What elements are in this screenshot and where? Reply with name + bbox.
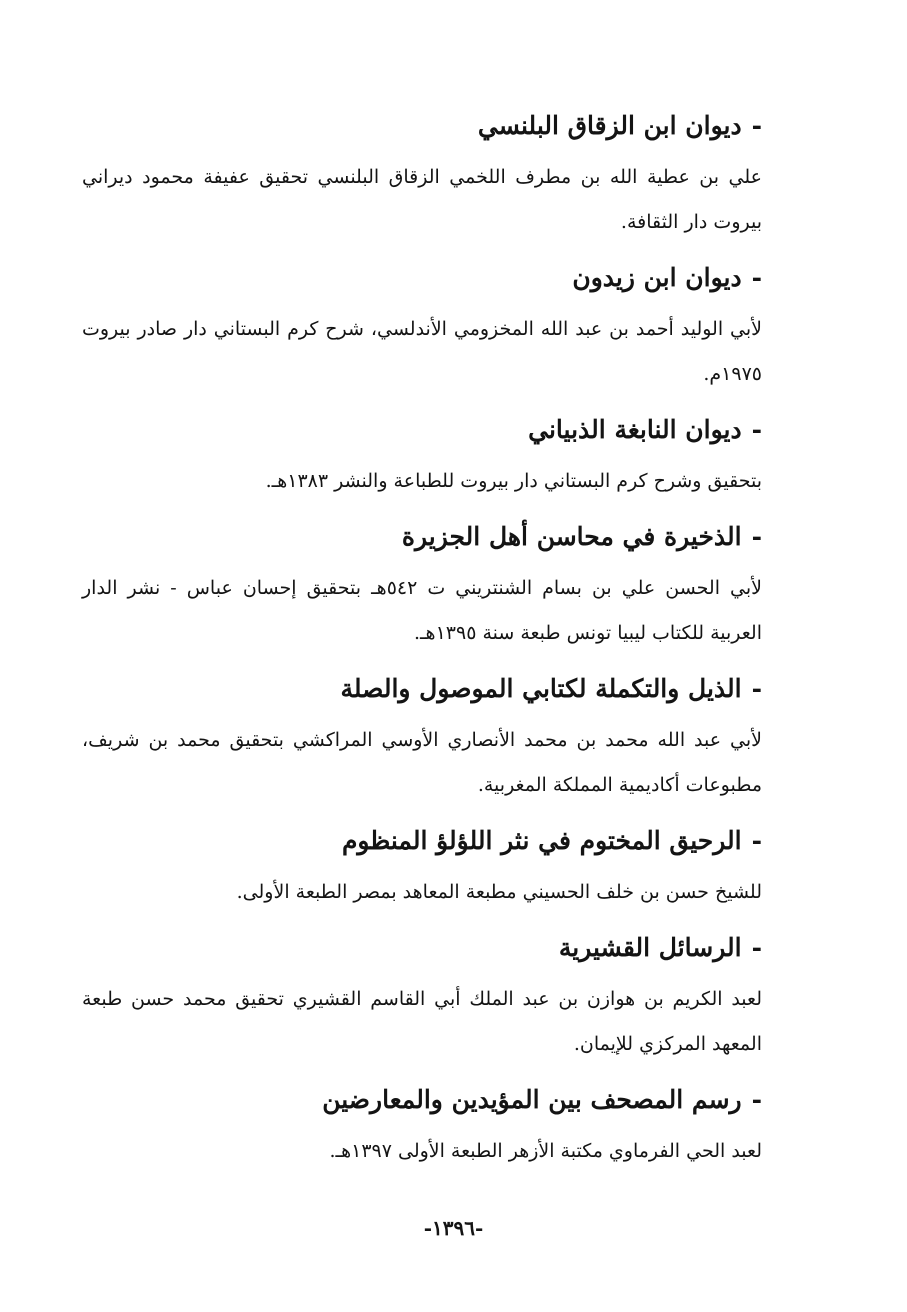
entry-title-text: ديوان ابن زيدون	[572, 263, 742, 292]
entry-body: لأبي عبد الله محمد بن محمد الأنصاري الأوسي المراكشي بتحقيق محمد بن شريف، مطبوعات أكاديمية المملكة المغربية.	[82, 729, 762, 796]
entry-title	[82, 925, 762, 971]
entry-title-text: الذخيرة في محاسن أهل الجزيرة	[401, 522, 742, 551]
entry-dash: -	[751, 111, 762, 140]
entry-title	[82, 407, 762, 453]
entry-title	[82, 818, 762, 864]
bibliography-list	[82, 103, 762, 1184]
entry-dash: -	[751, 1085, 762, 1114]
entry-dash: -	[751, 522, 762, 551]
entry-dash: -	[751, 263, 762, 292]
entry-title	[82, 103, 762, 149]
entry-body: لعبد الحي الفرماوي مكتبة الأزهر الطبعة الأولى ١٣٩٧هـ.	[329, 1140, 762, 1162]
entry-title-text: ديوان ابن الزقاق البلنسي	[477, 111, 742, 140]
entry-body: بتحقيق وشرح كرم البستاني دار بيروت للطباعة والنشر ١٣٨٣هـ.	[265, 470, 762, 492]
entry-title	[82, 666, 762, 712]
entry-dash: -	[751, 415, 762, 444]
entry-title	[82, 1077, 762, 1123]
entry-title-text: الرحيق المختوم في نثر اللؤلؤ المنظوم	[341, 826, 742, 855]
entry-title	[82, 514, 762, 560]
entry-body: علي بن عطية الله بن مطرف اللخمي الزقاق البلنسي تحقيق عفيفة محمود ديراني بيروت دار الثقافة.	[82, 166, 762, 233]
entry-body: لأبي الحسن علي بن بسام الشنتريني ت ٥٤٢هـ بتحقيق إحسان عباس - نشر الدار العربية للكتاب ليبيا تونس طبعة سنة ١٣٩٥هـ.	[82, 577, 762, 644]
entry-title-text: الذيل والتكملة لكتابي الموصول والصلة	[340, 674, 742, 703]
entry-title-text: ديوان النابغة الذبياني	[528, 415, 742, 444]
entry-body: للشيخ حسن بن خلف الحسيني مطبعة المعاهد بمصر الطبعة الأولى.	[236, 881, 762, 903]
entry-body: لعبد الكريم بن هوازن بن عبد الملك أبي القاسم القشيري تحقيق محمد حسن طبعة المعهد المركزي للإيمان.	[82, 988, 762, 1055]
page-number: -١٣٩٦-	[423, 1216, 484, 1240]
entry-dash: -	[751, 674, 762, 703]
entry-title-text: رسم المصحف بين المؤيدين والمعارضين	[322, 1085, 742, 1114]
entry-dash: -	[751, 933, 762, 962]
entry-body: لأبي الوليد أحمد بن عبد الله المخزومي الأندلسي، شرح كرم البستاني دار صادر بيروت ١٩٧٥م.	[82, 318, 762, 385]
entry-title-text: الرسائل القشيرية	[558, 933, 742, 962]
entry-dash: -	[751, 826, 762, 855]
entry-title	[82, 255, 762, 301]
